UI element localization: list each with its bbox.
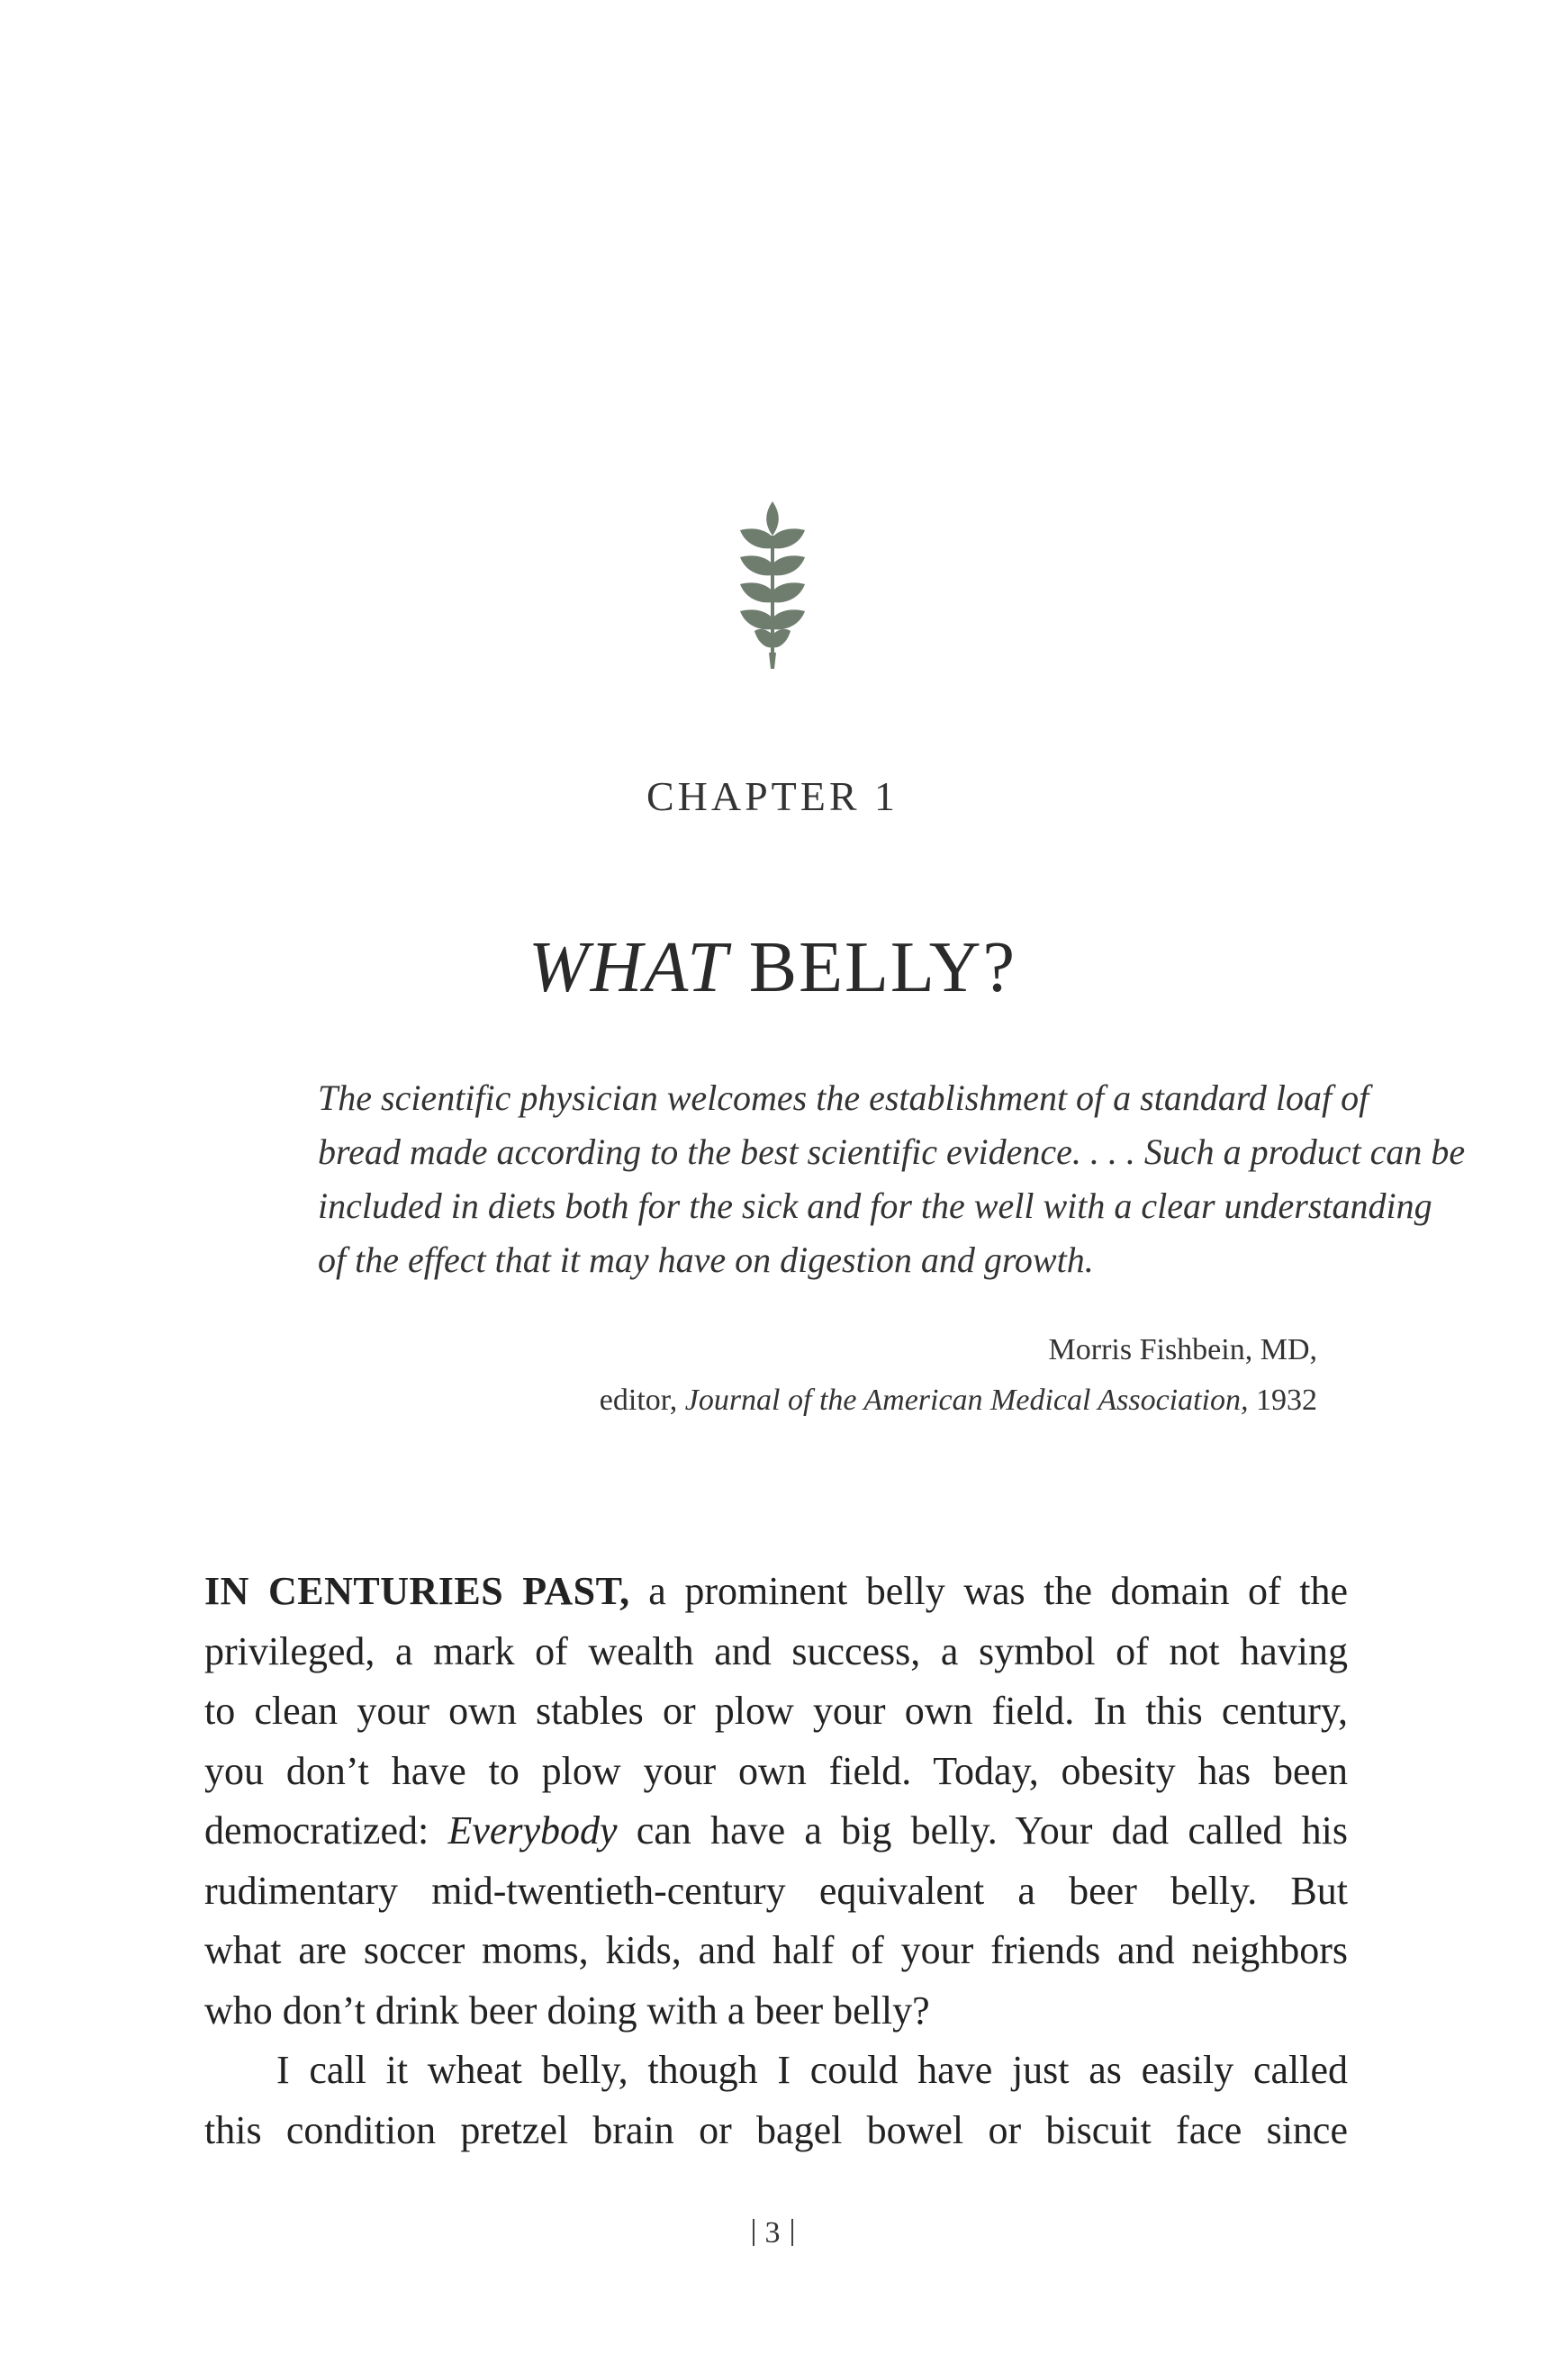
body-line: what are soccer moms, kids, and half of your friends and neighbors bbox=[204, 1928, 1348, 1972]
body-line: who don’t drink beer doing with a beer belly? bbox=[204, 1988, 930, 2033]
attribution-author: Morris Fishbein, MD, bbox=[1048, 1333, 1317, 1366]
body-line bbox=[204, 1801, 1348, 1862]
chapter-label: CHAPTER 1 bbox=[646, 773, 899, 819]
body-line: to clean your own stables or plow your own field. In this century, bbox=[204, 1689, 1348, 1733]
body-line-text: democratized: bbox=[204, 1808, 448, 1853]
epigraph-line: bread made according to the best scientific evidence. . . . Such a product can be bbox=[318, 1131, 1466, 1172]
emphasis: Everybody bbox=[447, 1808, 618, 1853]
epigraph-line: The scientific physician welcomes the establishment of a standard loaf of bbox=[318, 1077, 1369, 1118]
epigraph bbox=[318, 1071, 1466, 1287]
body-line: you don’t have to plow your own field. Today, obesity has been bbox=[204, 1748, 1348, 1793]
page-number bbox=[0, 2216, 1545, 2250]
chapter-title-rest: BELLY? bbox=[728, 928, 1017, 1007]
wheat-stalk-icon bbox=[727, 500, 818, 671]
epigraph-line: included in diets both for the sick and for the well with a clear understanding bbox=[318, 1185, 1432, 1226]
body-line: I call it wheat belly, though I could have just as easily called bbox=[276, 2048, 1348, 2092]
page-number-value: 3 bbox=[764, 2216, 781, 2249]
attribution-source-year: 1932 bbox=[1248, 1384, 1317, 1417]
attribution-source bbox=[600, 1375, 1317, 1426]
chapter-title bbox=[0, 928, 1545, 1007]
attribution-source-journal: Journal of the American Medical Association, bbox=[684, 1384, 1249, 1417]
body-line bbox=[204, 1562, 1348, 1622]
attribution-source-prefix: editor, bbox=[599, 1384, 685, 1417]
body-line: this condition pretzel brain or bagel bowel or biscuit face since bbox=[204, 2107, 1348, 2152]
body-text bbox=[204, 1562, 1348, 2160]
chapter-title-italic: WHAT bbox=[528, 928, 729, 1007]
body-line: rudimentary mid-twentieth-century equivalent a beer belly. But bbox=[204, 1868, 1348, 1913]
lead-in: IN CENTURIES PAST, bbox=[204, 1569, 630, 1613]
body-line-text: a prominent belly was the domain of the bbox=[629, 1569, 1349, 1613]
epigraph-line: of the effect that it may have on digestion and growth. bbox=[318, 1240, 1094, 1280]
page-number-bar bbox=[753, 2219, 754, 2246]
epigraph-attribution bbox=[600, 1325, 1317, 1426]
body-line-text: can have a big belly. Your dad called his bbox=[617, 1808, 1348, 1853]
body-line: privileged, a mark of wealth and success, a symbol of not having bbox=[204, 1628, 1348, 1673]
page-number-bar bbox=[791, 2219, 793, 2246]
